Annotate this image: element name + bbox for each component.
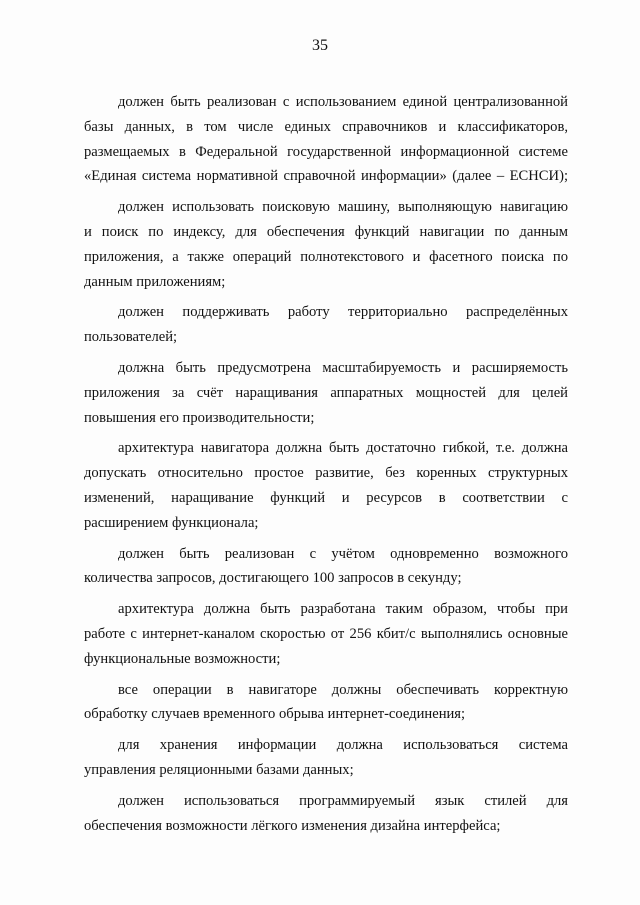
text-line: приложения за счёт наращивания аппаратных мощностей для целей [84, 384, 568, 401]
paragraph-9 [84, 733, 568, 783]
paragraph-6 [84, 542, 568, 592]
paragraph-3 [84, 300, 568, 350]
text-line: управления реляционными базами данных; [84, 761, 354, 778]
text-line: допускать относительно простое развитие, без коренных структурных [84, 465, 568, 482]
text-line: приложения, а также операций полнотекстового и фасетного поиска по [84, 248, 568, 265]
body-text [84, 90, 568, 844]
text-line: расширением функционала; [84, 514, 259, 531]
text-line: и поиск по индексу, для обеспечения функций навигации по данным [84, 223, 568, 240]
text-line: должен использовать поисковую машину, выполняющую навигацию [118, 199, 568, 216]
text-line: должна быть предусмотрена масштабируемость и расширяемость [118, 359, 568, 376]
text-line: архитектура должна быть разработана таким образом, чтобы при [118, 601, 568, 618]
text-line: все операции в навигаторе должны обеспечивать корректную [118, 681, 568, 698]
paragraph-5 [84, 436, 568, 535]
text-line: функциональные возможности; [84, 650, 281, 667]
text-line: должен поддерживать работу территориально распределённых [118, 304, 568, 321]
text-line: работе с интернет-каналом скоростью от 256 кбит/с выполнялись основные [84, 625, 568, 642]
paragraph-2 [84, 195, 568, 294]
paragraph-4 [84, 356, 568, 430]
text-line: базы данных, в том числе единых справочников и классификаторов, [84, 118, 568, 135]
text-line: должен использоваться программируемый язык стилей для [118, 792, 568, 809]
text-line: количества запросов, достигающего 100 запросов в секунду; [84, 570, 462, 587]
text-line: архитектура навигатора должна быть достаточно гибкой, т.е. должна [118, 440, 568, 457]
text-line: «Единая система нормативной справочной информации» (далее – ЕСНСИ); [84, 168, 568, 185]
paragraph-7 [84, 597, 568, 671]
paragraph-10 [84, 789, 568, 839]
text-line: для хранения информации должна использоваться система [118, 737, 568, 754]
text-line: пользователей; [84, 329, 178, 346]
paragraph-8 [84, 678, 568, 728]
paragraph-1 [84, 90, 568, 189]
text-line: данным приложениям; [84, 273, 226, 290]
text-line: должен быть реализован с учётом одновременно возможного [118, 545, 568, 562]
text-line: обработку случаев временного обрыва интернет-соединения; [84, 706, 466, 723]
page-number: 35 [312, 37, 328, 54]
text-line: должен быть реализован с использованием единой централизованной [118, 94, 568, 110]
text-line: обеспечения возможности лёгкого изменения дизайна интерфейса; [84, 817, 501, 834]
text-line: размещаемых в Федеральной государственной информационной системе [84, 143, 568, 160]
text-line: изменений, наращивание функций и ресурсов в соответствии с [84, 489, 568, 506]
text-line: повышения его производительности; [84, 409, 315, 426]
